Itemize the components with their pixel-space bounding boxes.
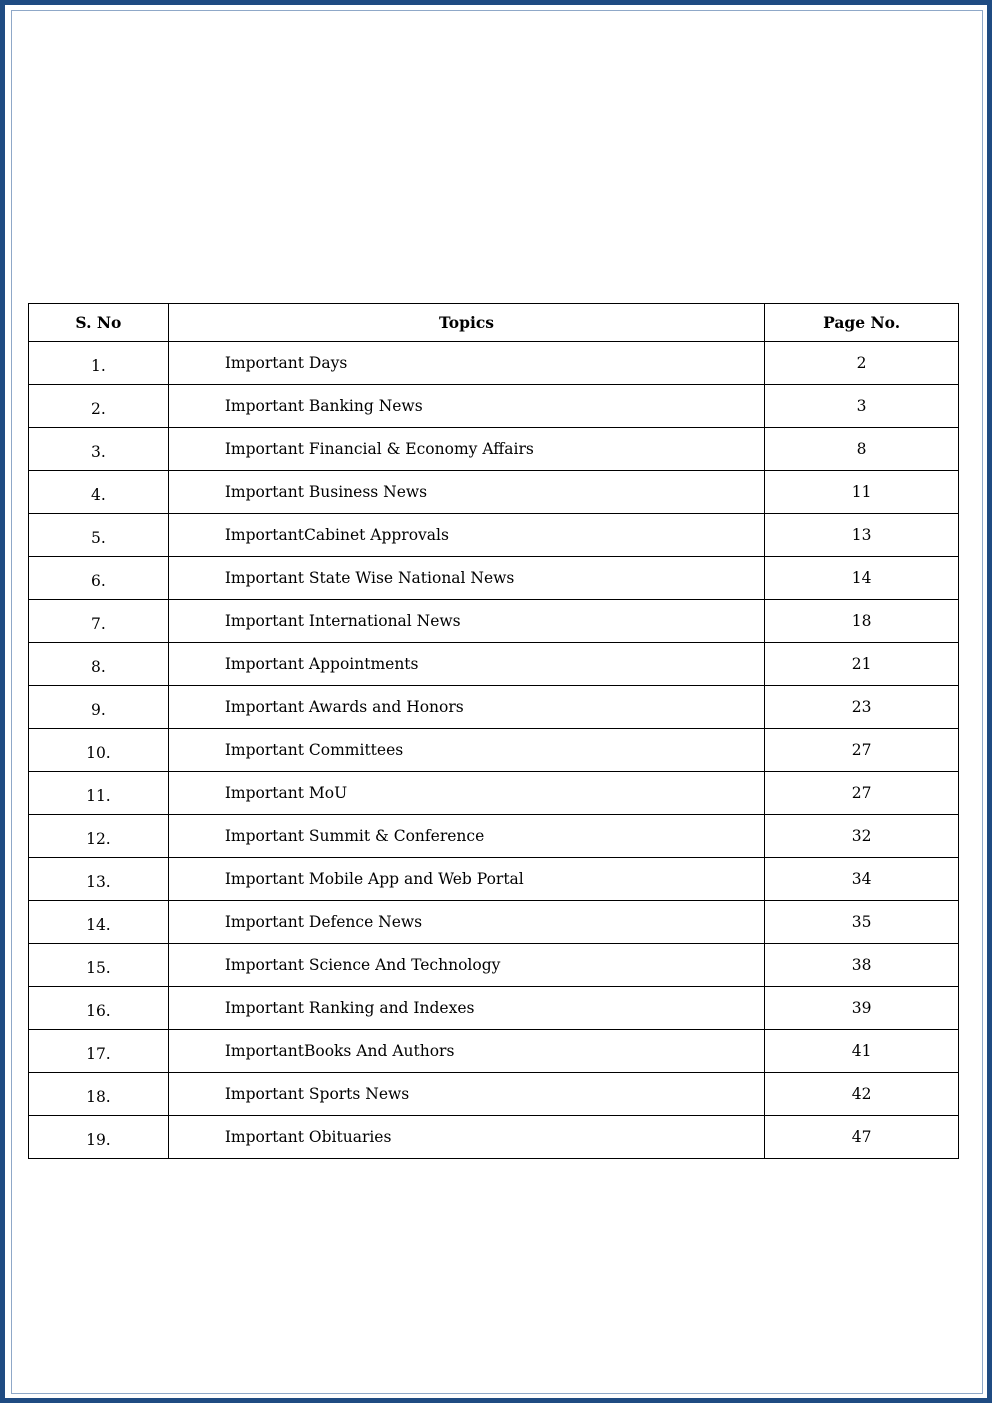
- table-row: [29, 815, 959, 858]
- row-sno: 6.: [29, 557, 169, 600]
- row-topic: Important Days: [168, 342, 764, 385]
- table-row: [29, 858, 959, 901]
- row-sno: 18.: [29, 1073, 169, 1116]
- row-page-no: 2: [765, 342, 959, 385]
- row-topic: ImportantCabinet Approvals: [168, 514, 764, 557]
- row-page-no: 11: [765, 471, 959, 514]
- row-topic: Important Obituaries: [168, 1116, 764, 1159]
- row-topic: Important Banking News: [168, 385, 764, 428]
- row-sno: 7.: [29, 600, 169, 643]
- row-topic: ImportantBooks And Authors: [168, 1030, 764, 1073]
- row-page-no: 41: [765, 1030, 959, 1073]
- row-sno: 13.: [29, 858, 169, 901]
- row-topic: Important Ranking and Indexes: [168, 987, 764, 1030]
- table-of-contents: [28, 303, 959, 1159]
- header-page-no: Page No.: [765, 304, 959, 342]
- row-sno: 16.: [29, 987, 169, 1030]
- row-sno: 10.: [29, 729, 169, 772]
- row-page-no: 8: [765, 428, 959, 471]
- row-page-no: 3: [765, 385, 959, 428]
- table-row: [29, 987, 959, 1030]
- row-sno: 2.: [29, 385, 169, 428]
- table-row: [29, 1116, 959, 1159]
- row-sno: 19.: [29, 1116, 169, 1159]
- table-row: [29, 471, 959, 514]
- row-sno: 14.: [29, 901, 169, 944]
- table-row: [29, 385, 959, 428]
- row-sno: 3.: [29, 428, 169, 471]
- header-sno: S. No: [29, 304, 169, 342]
- row-sno: 8.: [29, 643, 169, 686]
- row-page-no: 35: [765, 901, 959, 944]
- table-row: [29, 772, 959, 815]
- row-sno: 17.: [29, 1030, 169, 1073]
- row-sno: 12.: [29, 815, 169, 858]
- row-page-no: 18: [765, 600, 959, 643]
- row-topic: Important International News: [168, 600, 764, 643]
- row-page-no: 27: [765, 729, 959, 772]
- row-page-no: 39: [765, 987, 959, 1030]
- header-row: [29, 304, 959, 342]
- table-row: [29, 901, 959, 944]
- table-row: [29, 1030, 959, 1073]
- table-row: [29, 686, 959, 729]
- row-topic: Important Defence News: [168, 901, 764, 944]
- row-page-no: 21: [765, 643, 959, 686]
- row-topic: Important Financial & Economy Affairs: [168, 428, 764, 471]
- header-topics: Topics: [168, 304, 764, 342]
- row-sno: 9.: [29, 686, 169, 729]
- table-row: [29, 1073, 959, 1116]
- row-page-no: 47: [765, 1116, 959, 1159]
- row-topic: Important State Wise National News: [168, 557, 764, 600]
- row-topic: Important Summit & Conference: [168, 815, 764, 858]
- table-row: [29, 600, 959, 643]
- table-row: [29, 557, 959, 600]
- table-row: [29, 342, 959, 385]
- row-page-no: 13: [765, 514, 959, 557]
- row-sno: 15.: [29, 944, 169, 987]
- row-sno: 1.: [29, 342, 169, 385]
- row-topic: Important Committees: [168, 729, 764, 772]
- table-row: [29, 643, 959, 686]
- row-sno: 11.: [29, 772, 169, 815]
- row-topic: Important MoU: [168, 772, 764, 815]
- row-page-no: 38: [765, 944, 959, 987]
- table-row: [29, 944, 959, 987]
- row-topic: Important Awards and Honors: [168, 686, 764, 729]
- row-topic: Important Mobile App and Web Portal: [168, 858, 764, 901]
- row-topic: Important Science And Technology: [168, 944, 764, 987]
- row-page-no: 14: [765, 557, 959, 600]
- row-page-no: 42: [765, 1073, 959, 1116]
- row-page-no: 32: [765, 815, 959, 858]
- row-topic: Important Business News: [168, 471, 764, 514]
- table-row: [29, 514, 959, 557]
- row-sno: 4.: [29, 471, 169, 514]
- row-topic: Important Sports News: [168, 1073, 764, 1116]
- table-row: [29, 428, 959, 471]
- table-row: [29, 729, 959, 772]
- row-page-no: 27: [765, 772, 959, 815]
- row-sno: 5.: [29, 514, 169, 557]
- row-page-no: 23: [765, 686, 959, 729]
- row-page-no: 34: [765, 858, 959, 901]
- row-topic: Important Appointments: [168, 643, 764, 686]
